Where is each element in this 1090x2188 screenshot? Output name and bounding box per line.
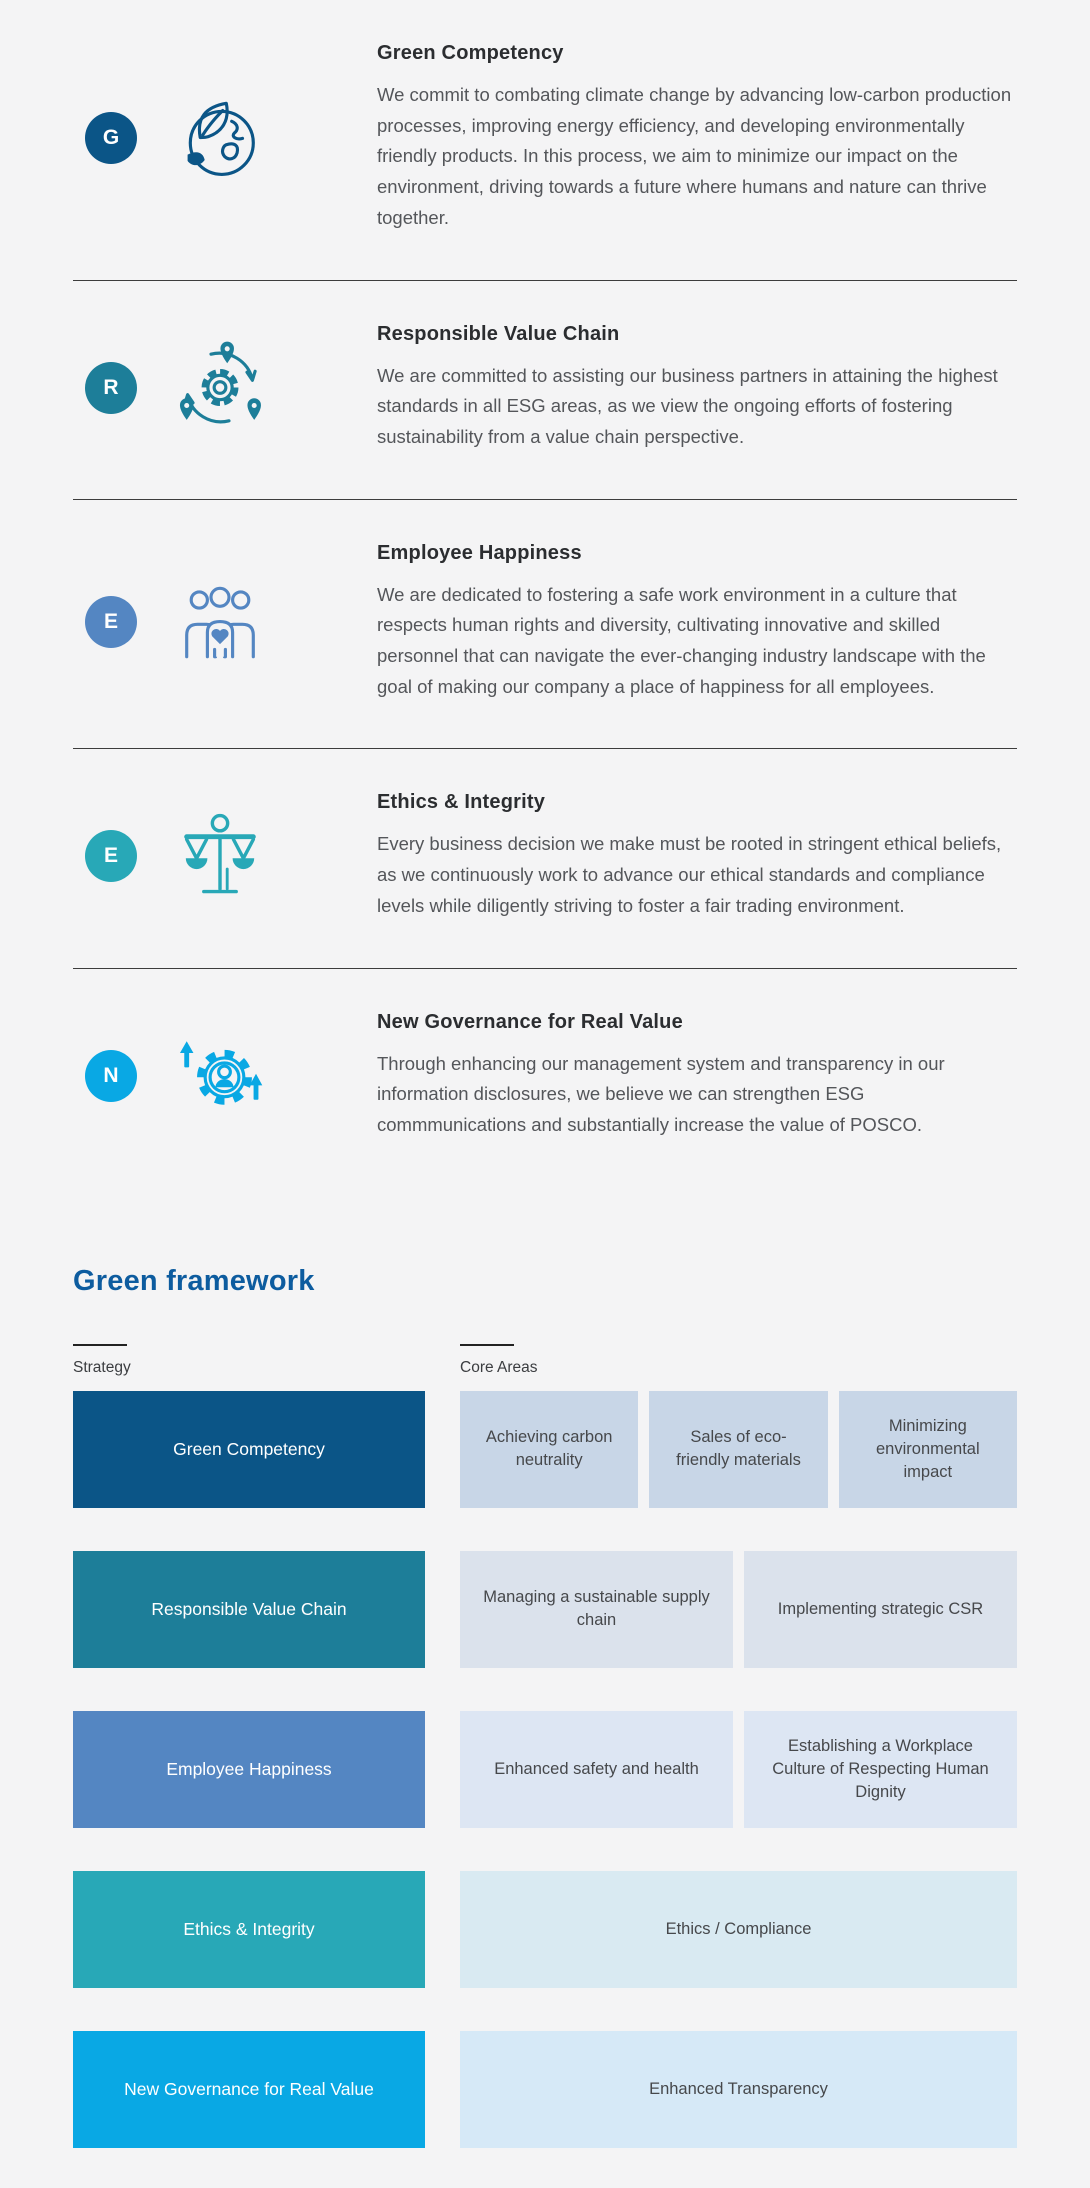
core-cells (460, 2031, 1017, 2148)
section-description: Through enhancing our management system and transparency in our information disclosures, we believe we can strengthen ESG commmunications and substantially increase the value of POSCO. (377, 1052, 945, 1135)
core-cell: Achieving carbon neutrality (460, 1391, 638, 1508)
framework-row (73, 1551, 1017, 1668)
core-cell: Sales of eco-friendly materials (649, 1391, 827, 1508)
letter-badge-r: R (85, 362, 137, 414)
section-text (377, 1011, 1013, 1141)
strategy-label-text: Strategy (73, 1358, 131, 1376)
section-ethics-integrity (0, 749, 1090, 967)
section-responsible-value-chain (0, 281, 1090, 499)
core-cell: Enhanced safety and health (460, 1711, 733, 1828)
strategy-cell: Green Competency (73, 1391, 425, 1508)
section-visuals (73, 90, 377, 185)
core-cells (460, 1391, 1017, 1508)
section-text (377, 791, 1013, 921)
core-areas-column-label (460, 1344, 1017, 1377)
core-cell: Minimizing environmental impact (839, 1391, 1017, 1508)
green-framework (0, 1187, 1090, 2148)
framework-column-labels (73, 1344, 1017, 1377)
core-cell: Ethics / Compliance (460, 1871, 1017, 1988)
core-cells (460, 1551, 1017, 1668)
section-visuals (73, 575, 377, 670)
letter-badge-g: G (85, 112, 137, 164)
strategy-cell: Employee Happiness (73, 1711, 425, 1828)
letter-badge-e2: E (85, 830, 137, 882)
section-description: We are dedicated to fostering a safe work environment in a culture that respects human rights and diversity, cultivating innovative and skilled personnel that can navigate the ever-changing industry landscape with the goal of making our company a place of happiness for all employees. (377, 583, 986, 697)
section-description: We commit to combating climate change by advancing low-carbon production processes, improving energy efficiency, and developing environmentally friendly products. In this process, we aim to minimize our impact on the environment, driving towards a future where humans and nature can thrive together. (377, 84, 1012, 228)
framework-row (73, 2031, 1017, 2148)
section-title: Green Competency (377, 42, 564, 64)
strategy-cell: Ethics & Integrity (73, 1871, 425, 1988)
letter-badge-n: N (85, 1050, 137, 1102)
gear-person-arrows-icon (175, 1028, 265, 1123)
balance-scale-icon (175, 809, 265, 904)
strategy-cell: New Governance for Real Value (73, 2031, 425, 2148)
section-title: Responsible Value Chain (377, 322, 620, 345)
section-text (377, 323, 1013, 453)
core-areas-label-text: Core Areas (460, 1358, 538, 1376)
strategy-column-label (73, 1344, 425, 1377)
core-cell: Establishing a Workplace Culture of Respecting Human Dignity (744, 1711, 1017, 1828)
section-title: Ethics & Integrity (377, 791, 546, 814)
section-description: We are committed to assisting our business partners in attaining the highest standards in all ESG areas, as we view the ongoing efforts of fostering sustainability from a value chain perspective. (377, 364, 998, 447)
people-heart-icon (175, 575, 265, 670)
section-green-competency (0, 0, 1090, 280)
gear-cycle-pins-icon (175, 340, 265, 435)
section-visuals (73, 340, 377, 435)
core-cell: Enhanced Transparency (460, 2031, 1017, 2148)
section-employee-happiness (0, 500, 1090, 749)
framework-row (73, 1391, 1017, 1508)
strategy-cell: Responsible Value Chain (73, 1551, 425, 1668)
section-title: Employee Happiness (377, 541, 582, 564)
section-visuals (73, 1028, 377, 1123)
core-cells (460, 1711, 1017, 1828)
section-description: Every business decision we make must be rooted in stringent ethical beliefs, as we continuously work to advance our ethical standards and compliance levels while diligently striving to foster a fair trading environment. (377, 833, 1002, 916)
core-cells (460, 1871, 1017, 1988)
section-visuals (73, 809, 377, 904)
framework-heading: Green framework (73, 1264, 315, 1297)
globe-leaf-icon (175, 90, 265, 185)
section-new-governance (0, 969, 1090, 1187)
letter-badge-e: E (85, 596, 137, 648)
framework-row (73, 1871, 1017, 1988)
section-text (377, 42, 1013, 234)
section-text (377, 542, 1013, 703)
framework-row (73, 1711, 1017, 1828)
core-cell: Implementing strategic CSR (744, 1551, 1017, 1668)
label-tick (73, 1344, 127, 1346)
core-cell: Managing a sustainable supply chain (460, 1551, 733, 1668)
label-tick (460, 1344, 514, 1346)
section-title: New Governance for Real Value (377, 1010, 683, 1033)
